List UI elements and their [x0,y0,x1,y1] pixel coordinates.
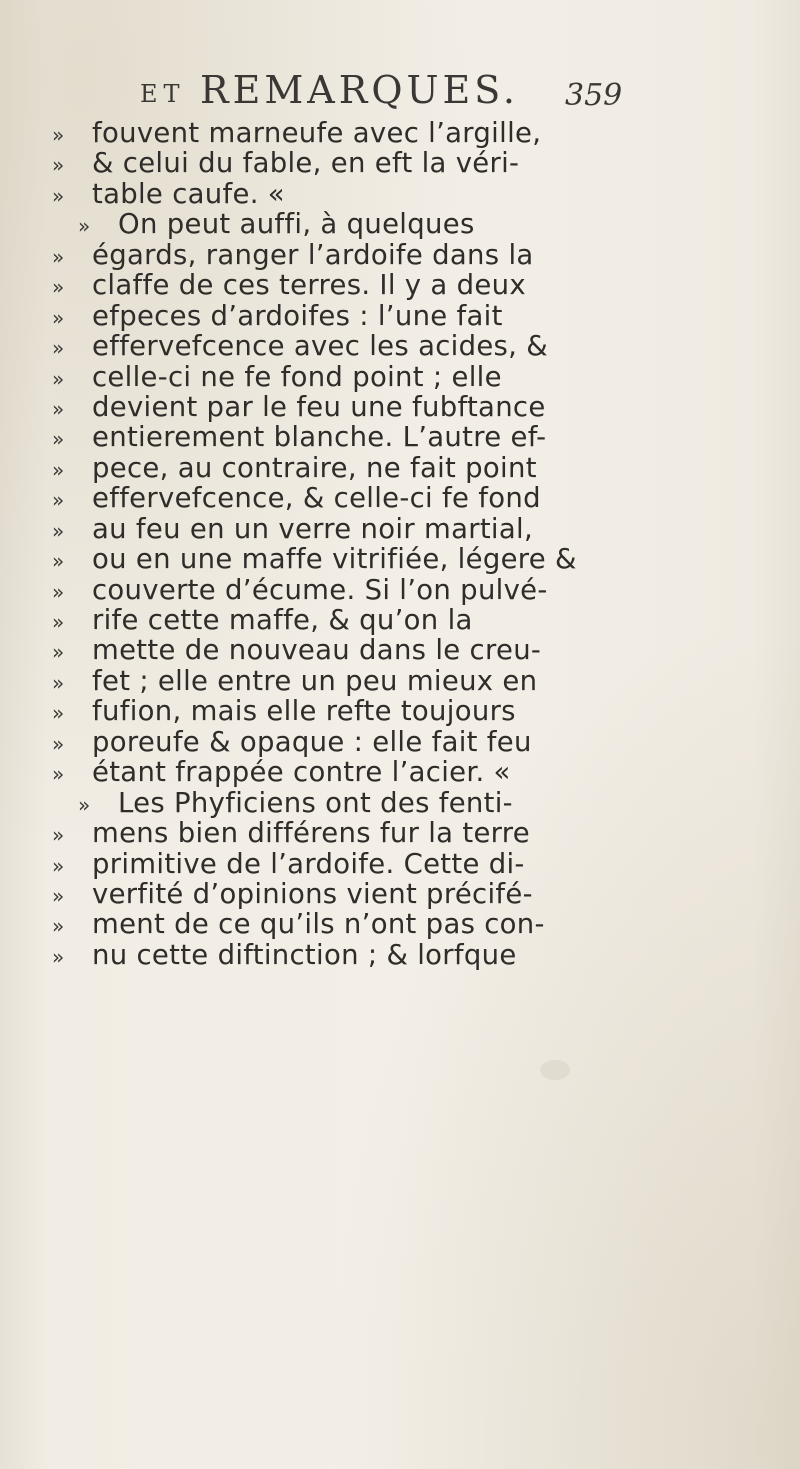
text-line [52,940,772,970]
quote-mark: » [78,792,91,817]
quote-mark: » [52,914,65,939]
line-text: Les Phyficiens ont des fenti- [118,786,513,819]
line-text: celle-ci ne fe fond point ; elle [92,360,502,393]
quote-mark: » [52,731,65,756]
line-text: entierement blanche. L’autre ef- [92,421,547,454]
line-text: nu cette diftinction ; & lorfque [92,938,517,971]
text-line [52,422,772,452]
quote-mark: » [52,244,65,269]
line-text: effervefcence avec les acides, & [92,330,549,363]
text-line [52,605,772,635]
text-line [52,575,772,605]
line-text: mette de nouveau dans le creu- [92,634,542,667]
text-line [52,148,772,178]
quote-mark: » [52,823,65,848]
line-text: & celui du fable, en eft la véri- [92,147,520,180]
line-text: pece, au contraire, ne fait point [92,451,537,484]
line-text: ou en une maffe vitrifiée, légere & [92,543,577,576]
text-block [52,118,772,970]
quote-mark: » [52,579,65,604]
quote-mark: » [78,214,91,239]
quote-mark: » [52,944,65,969]
text-line [52,483,772,513]
line-text: égards, ranger l’ardoife dans la [92,238,534,271]
quote-mark: » [52,366,65,391]
line-text: poreufe & opaque : elle fait feu [92,725,532,758]
text-line [52,635,772,665]
text-line [52,544,772,574]
quote-mark: » [52,610,65,634]
line-text: étant frappée contre l’acier. « [92,756,511,789]
text-line [52,666,772,696]
text-line [52,179,772,209]
line-text: fufion, mais elle refte toujours [92,695,516,728]
text-line [52,788,772,818]
quote-mark: » [52,427,65,452]
quote-mark: » [52,518,65,543]
line-text: primitive de l’ardoife. Cette di- [92,847,525,880]
quote-mark: » [52,853,65,878]
running-header [140,68,660,118]
line-text: On peut auffi, à quelques [118,208,475,241]
quote-mark: » [52,457,65,482]
line-text: fet ; elle entre un peu mieux en [92,664,538,697]
line-text: table caufe. « [92,177,285,210]
header-title: REMARQUES. [200,68,519,112]
quote-mark: » [52,305,65,330]
line-text: mens bien différens fur la terre [92,817,531,850]
text-line [52,849,772,879]
line-text: rife cette maffe, & qu’on la [92,604,473,636]
text-line [52,727,772,757]
text-line [52,514,772,544]
text-line [52,757,772,787]
quote-mark: » [52,640,65,665]
line-text: efpeces d’ardoifes : l’une fait [92,299,503,332]
text-line [52,879,772,909]
page-number: 359 [565,78,623,113]
quote-mark: » [52,670,65,695]
line-text: effervefcence, & celle-ci fe fond [92,482,541,515]
quote-mark: » [52,549,65,574]
text-line [52,909,772,939]
text-line [52,818,772,848]
quote-mark: » [52,123,65,147]
quote-mark: » [52,183,65,208]
quote-mark: » [52,396,65,421]
text-line [52,118,772,148]
line-text: couverte d’écume. Si l’on pulvé- [92,573,548,606]
header-left-word: ET [140,80,186,108]
text-line [52,209,772,239]
quote-mark: » [52,153,65,178]
quote-mark: » [52,883,65,908]
text-line [52,362,772,392]
text-line [52,453,772,483]
quote-mark: » [52,762,65,787]
text-line [52,301,772,331]
text-line [52,392,772,422]
text-line [52,240,772,270]
line-text: devient par le feu une fubftance [92,390,546,423]
quote-mark: » [52,336,65,361]
paper-smudge [540,1060,570,1080]
quote-mark: » [52,488,65,513]
line-text: fouvent marneufe avec l’argille, [92,117,542,149]
quote-mark: » [52,275,65,300]
text-line [52,270,772,300]
text-line [52,331,772,361]
line-text: au feu en un verre noir martial, [92,512,534,545]
line-text: ment de ce qu’ils n’ont pas con- [92,908,545,941]
text-line [52,696,772,726]
line-text: verfité d’opinions vient précifé- [92,877,533,910]
quote-mark: » [52,701,65,726]
line-text: claffe de ces terres. Il y a deux [92,269,526,302]
